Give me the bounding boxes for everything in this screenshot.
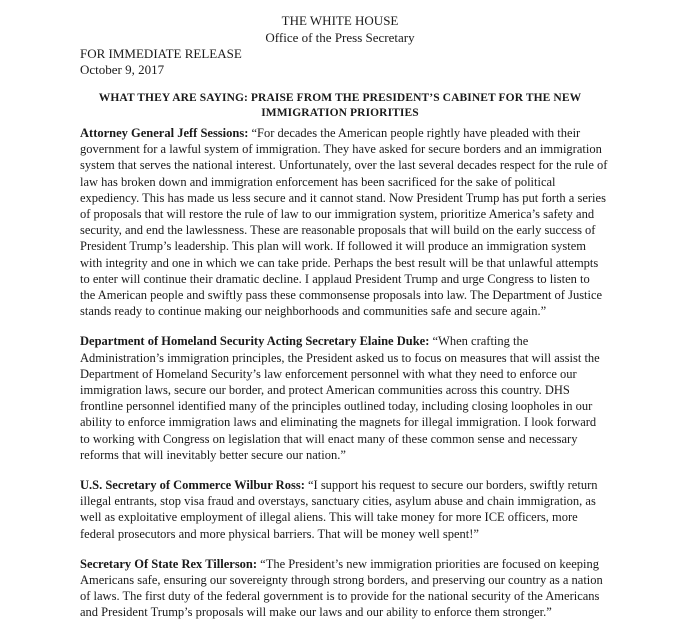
statement-ross (80, 477, 608, 542)
office-name: Office of the Press Secretary (265, 30, 415, 45)
headline-line-1: WHAT THEY ARE SAYING: PRAISE FROM THE PRESIDENT’S CABINET FOR THE NEW (98, 92, 582, 104)
letterhead (0, 12, 680, 46)
speaker-name: Secretary Of State Rex Tillerson: (80, 556, 258, 571)
statements-body (80, 125, 608, 635)
statement-text: “I support his request to secure our borders, swiftly return illegal entrants, stop visa fraud and overstays, sanctuary cities, asylum abuse and chain immigration, as well as exploitative employment of illegal aliens. This will take money for more ICE officers, more federal prosecutors and more physical barriers. That will be money well spent!” (80, 478, 598, 541)
org-name: THE WHITE HOUSE (281, 13, 399, 28)
release-info (80, 46, 242, 78)
headline (80, 91, 600, 121)
speaker-name: Attorney General Jeff Sessions: (80, 126, 249, 140)
statement-text: “The President’s new immigration priorities are focused on keeping Americans safe, ensuring our sovereignty through strong borders, and preserving our country as a nation of laws. The first duty of the federal government is to provide for the national security of the Americans and President Trump’s proposals will make our laws and our ability to enforce them stronger.” (80, 556, 603, 620)
headline-line-2: IMMIGRATION PRIORITIES (261, 107, 419, 119)
release-label: FOR IMMEDIATE RELEASE (80, 46, 242, 61)
statement-tillerson (80, 556, 608, 621)
release-date: October 9, 2017 (80, 62, 165, 77)
speaker-name: U.S. Secretary of Commerce Wilbur Ross: (80, 478, 305, 493)
statement-sessions (80, 125, 608, 319)
statement-duke (80, 333, 608, 463)
speaker-name: Department of Homeland Security Acting Secretary Elaine Duke: (80, 334, 430, 349)
statement-text: “For decades the American people rightly have pleaded with their government for a lawful system of immigration. They have asked for secure borders and an immigration system that serves the national interest. Unfortunately, over the last several decades respect for the rule of law has broken down and immigration enforcement has been sacrificed for the sake of political expediency. This has made us less secure and it cannot stand. Now President Trump has put forth a series of proposals that will restore the rule of law to our immigration system, prioritize America’s safety and security, and end the lawlessness. These are reasonable proposals that will build on the early success of President Trump’s leadership. This plan will work. If followed it will produce an immigration system with integrity and one in which we can take pride. Perhaps the best result will be that unlawful attempts to enter will continue their dramatic decline. I applaud President Trump and urge Congress to listen to the American people and swiftly pass these commonsense proposals into law. The Department of Justice stands ready to continue making our neighborhoods and communities safe and secure again.” (80, 126, 608, 319)
statement-text: “When crafting the Administration’s immigration principles, the President asked us to focus on measures that will assist the Department of Homeland Security’s law enforcement personnel with what they need to enforce our immigration laws, secure our border, and protect American communities across this country. DHS frontline personnel identified many of the principles outlined today, including closing loopholes in our ability to enforce immigration laws and eliminating the magnets for illegal immigration. I look forward to working with Congress on legislation that will enact many of these common sense and necessary reforms that will inevitably better secure our nation.” (80, 334, 600, 462)
